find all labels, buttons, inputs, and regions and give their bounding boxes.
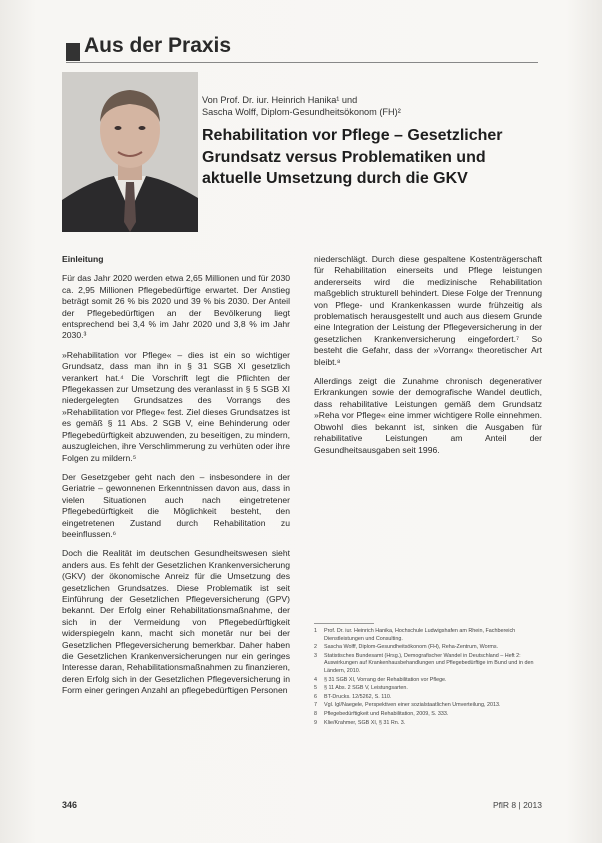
title-rule xyxy=(66,62,538,63)
author-byline xyxy=(202,94,542,118)
footnote-rule xyxy=(314,623,374,624)
footnote: 2 Sascha Wolff, Diplom-Gesundheitsökonom (FH), Reha-Zentrum, Worms. xyxy=(314,644,499,651)
left-column xyxy=(62,254,290,705)
paragraph: Für das Jahr 2020 werden etwa 2,65 Millionen und für 2030 ca. 2,95 Millionen Pflegebedürftige erwartet. Der Anstieg beträgt somit 26 % bis 2020 und 39 % bis 2030. Der Anteil der Pflegebedürftigen an der Bevölkerung liegt entsprechend bei 3,4 % im Jahr 2020 und 3,8 % im Jahr 2030.³ xyxy=(62,273,290,341)
page-number: 346 xyxy=(62,800,78,810)
footnote: 3 Statistisches Bundesamt (Hrsg.), Demografischer Wandel in Deutschland – Heft 2: Auswirkungen auf Krankenhausbehandlungen und Pflegebedürftige im Bund und in den Ländern, 2010. xyxy=(314,652,534,674)
paragraph: »Rehabilitation vor Pflege« – dies ist ein so wichtiger Grundsatz, dass man ihn in § 31 SGB XI gesetzlich verankert hat.⁴ Die Vorschrift legt die Pflichten der Pflegekassen zur Umsetzung des veranlasst in § 5 SGB XI niedergelegten Grundsatzes des Vorrangs des »Rehabilitation vor Pflege« fest. Ziel dieses Grundsatzes ist es gemäß § 11 Abs. 2 SGB V, eine Behinderung oder Pflegebedürftigkeit abzuwenden, zu beseitigen, zu mindern, auszugleichen, ihre Verschlimmerung zu verhüten oder ihre Folgen zu mildern.⁵ xyxy=(62,349,290,463)
footnote: 5 § 11 Abs. 2 SGB V, Leistungsarten. xyxy=(314,685,408,692)
section-marker xyxy=(66,43,80,61)
paragraph: niederschlägt. Durch diese gespaltene Kostenträgerschaft für Rehabilitation einerseits und Pflege leistungen andererseits wird die medizinische Rehabilitation maßgeblich strukturell behindert. Diese Folge der Trennung von Pflege- und Krankenkassen wurde frühzeitig als problematisch herausgestellt und auch aus diesem Grunde eine Integration der Leistung der Pflegeversicherung in der gesetzlichen Krankenversicherung eingefordert.⁷ So besteht die Gefahr, dass der »Vorrang« theoretischer Art bleibt.⁸ xyxy=(314,254,542,367)
paragraph: Allerdings zeigt die Zunahme chronisch degenerativer Erkrankungen sowie der demografische Wandel deutlich, dass rehabilitative Leistungen gemäß dem Grundsatz »Reha vor Pflege« eine immer wichtigere Rolle einnehmen. Obwohl dies bekannt ist, sinken die Ausgaben für rehabilitative Leistungen am Anteil der Gesundheitsausgaben seit 1996. xyxy=(314,376,542,455)
footnote: 6 BT-Drucks. 12/5262, S. 110. xyxy=(314,693,392,700)
footnotes xyxy=(314,628,542,728)
footnote: 8 Pflegebedürftigkeit und Rehabilitation, 2009, S. 333. xyxy=(314,710,449,717)
author-line-1: Von Prof. Dr. iur. Heinrich Hanika¹ und xyxy=(202,95,358,105)
intro-subhead: Einleitung xyxy=(62,254,104,264)
right-column xyxy=(314,254,542,464)
section-title: Aus der Praxis xyxy=(84,34,232,57)
author-line-2: Sascha Wolff, Diplom-Gesundheitsökonom (FH)² xyxy=(202,107,401,117)
journal-reference: PflR 8 | 2013 xyxy=(493,800,542,810)
paragraph: Doch die Realität im deutschen Gesundheitswesen sieht anders aus. Es fehlt der Gesetzlichen Krankenversicherung (GKV) der ökonomische Anreiz für die Umsetzung des gesetzlichen Grundsatzes. Diese Problematik ist seit Einführung der Gesetzlichen Pflegeversicherung (GPV) bekannt. Der Erfolg einer Rehabilitationsmaßnahme, der sich in der Vermeidung von Pflegebedürftigkeit widerspiegeln kann, macht sich monetär nur bei der Gesetzlichen Pflegeversicherung bemerkbar. Daher haben die Gesetzlichen Krankenversicherungen nur ein geringes Interesse daran, Rehabilitationsmaßnahmen zu finanzieren, deren Erfolg sich in der Gesetzlichen Pflegeversicherung in Form einer geringen Anzahl an pflegebedürftigen Personen xyxy=(62,548,290,696)
footnote: 4 § 31 SGB XI, Vorrang der Rehabilitation vor Pflege. xyxy=(314,676,447,683)
footnote: 7 Vgl. Igl/Naegele, Perspektiven einer sozialstaatlichen Umverteilung, 2013. xyxy=(314,702,501,709)
paragraph: Der Gesetzgeber geht nach den – insbesondere in der Geriatrie – gewonnenen Erkenntnissen davon aus, dass in vielen Situationen auch nach eingetretener Pflegebedürftigkeit die Möglichkeit besteht, den eingetretenen Zustand durch Rehabilitation zu beeinflussen.⁶ xyxy=(62,471,290,539)
author-photo xyxy=(62,72,198,232)
article-headline: Rehabilitation vor Pflege – Gesetzlicher Grundsatz versus Problematiken und aktuelle Umsetzung durch die GKV xyxy=(202,127,503,187)
footnote: 9 Klie/Krahmer, SGB XI, § 31 Rn. 3. xyxy=(314,719,406,726)
footnote: 1 Prof. Dr. iur. Heinrich Hanika, Hochschule Ludwigshafen am Rhein, Fachbereich Dienstleistungen und Consulting. xyxy=(314,628,516,642)
author-portrait-image xyxy=(62,72,198,232)
